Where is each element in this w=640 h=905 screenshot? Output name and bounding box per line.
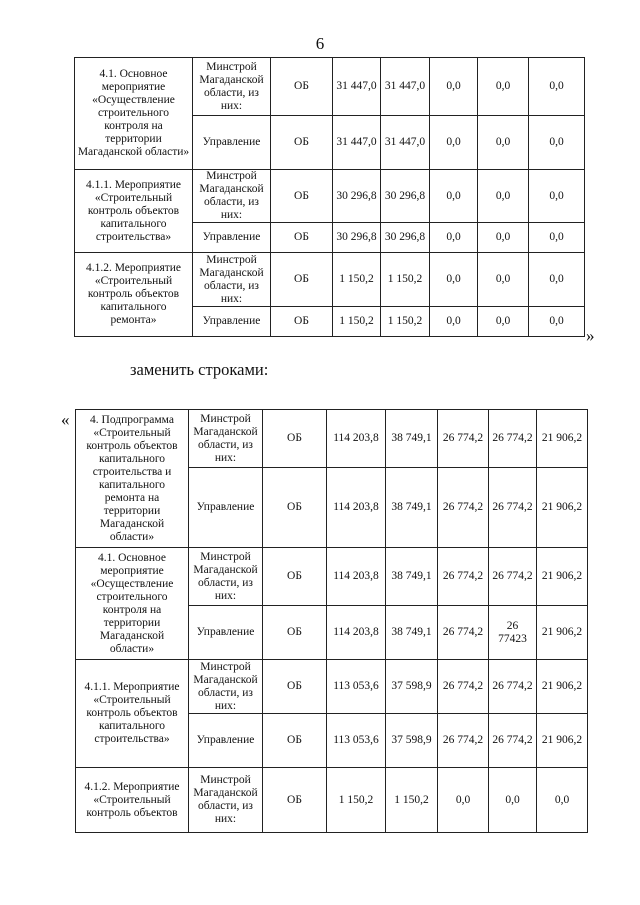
total-cell: 30 296,8 <box>333 170 381 223</box>
total-cell: 114 203,8 <box>327 548 386 606</box>
year1-cell: 31 447,0 <box>381 58 430 116</box>
budget-table-old <box>74 57 585 337</box>
source-cell: ОБ <box>271 307 333 337</box>
year1-cell: 31 447,0 <box>381 116 430 170</box>
year3-cell: 26 774,2 <box>489 660 537 714</box>
program-name-cell: 4.1. Основное мероприятие «Осуществление строительного контроля на территории Магаданской области» <box>76 548 189 660</box>
closing-quote: » <box>586 326 595 345</box>
total-cell: 1 150,2 <box>327 768 386 833</box>
program-name-cell: 4.1. Основное мероприятие «Осуществление строительного контроля на территории Магаданской области» <box>75 58 193 170</box>
table-row <box>75 170 585 223</box>
year3-cell: 0,0 <box>478 307 529 337</box>
year1-cell: 1 150,2 <box>386 768 438 833</box>
opening-quote: « <box>61 410 70 429</box>
table-row <box>75 58 585 116</box>
year1-cell: 38 749,1 <box>386 606 438 660</box>
year2-cell: 0,0 <box>430 58 478 116</box>
source-cell: ОБ <box>271 116 333 170</box>
executor-cell: Минстрой Магаданской области, из них: <box>189 768 263 833</box>
year3-cell: 0,0 <box>478 170 529 223</box>
year1-cell: 30 296,8 <box>381 223 430 253</box>
source-cell: ОБ <box>271 170 333 223</box>
year4-cell: 0,0 <box>537 768 588 833</box>
source-cell: ОБ <box>271 58 333 116</box>
executor-cell: Управление <box>193 307 271 337</box>
executor-cell: Минстрой Магаданской области, из них: <box>189 410 263 468</box>
program-name-cell: 4.1.2. Мероприятие «Строительный контроль объектов <box>76 768 189 833</box>
total-cell: 113 053,6 <box>327 714 386 768</box>
executor-cell: Управление <box>193 116 271 170</box>
executor-cell: Управление <box>189 606 263 660</box>
year4-cell: 0,0 <box>529 307 585 337</box>
table-row <box>76 768 588 833</box>
source-cell: ОБ <box>263 660 327 714</box>
year3-cell: 0,0 <box>478 58 529 116</box>
year3-cell: 0,0 <box>489 768 537 833</box>
year2-cell: 0,0 <box>430 170 478 223</box>
executor-cell: Управление <box>189 714 263 768</box>
year3-cell: 0,0 <box>478 223 529 253</box>
table-row <box>76 660 588 714</box>
year2-cell: 26 774,2 <box>438 660 489 714</box>
table-row <box>76 548 588 606</box>
year1-cell: 38 749,1 <box>386 548 438 606</box>
year3-cell: 26 774,2 <box>489 714 537 768</box>
year2-cell: 0,0 <box>430 116 478 170</box>
total-cell: 31 447,0 <box>333 116 381 170</box>
year4-cell: 21 906,2 <box>537 468 588 548</box>
year1-cell: 38 749,1 <box>386 468 438 548</box>
year1-cell: 37 598,9 <box>386 714 438 768</box>
year4-cell: 21 906,2 <box>537 410 588 468</box>
total-cell: 113 053,6 <box>327 660 386 714</box>
source-cell: ОБ <box>263 468 327 548</box>
year3-cell: 26 77423 <box>489 606 537 660</box>
year4-cell: 0,0 <box>529 58 585 116</box>
budget-table-new <box>75 409 588 833</box>
year3-cell: 0,0 <box>478 253 529 307</box>
program-name-cell: 4. Подпрограмма «Строительный контроль объектов капитального строительства и капитального ремонта на территории Магаданской области» <box>76 410 189 548</box>
source-cell: ОБ <box>263 410 327 468</box>
executor-cell: Минстрой Магаданской области, из них: <box>193 170 271 223</box>
year3-cell: 26 774,2 <box>489 468 537 548</box>
year2-cell: 26 774,2 <box>438 606 489 660</box>
source-cell: ОБ <box>263 548 327 606</box>
executor-cell: Минстрой Магаданской области, из них: <box>193 253 271 307</box>
year4-cell: 0,0 <box>529 116 585 170</box>
total-cell: 114 203,8 <box>327 468 386 548</box>
year4-cell: 0,0 <box>529 253 585 307</box>
year2-cell: 0,0 <box>430 307 478 337</box>
year1-cell: 1 150,2 <box>381 253 430 307</box>
total-cell: 114 203,8 <box>327 410 386 468</box>
year2-cell: 26 774,2 <box>438 548 489 606</box>
page-number: 6 <box>315 34 325 53</box>
year2-cell: 26 774,2 <box>438 410 489 468</box>
year3-cell: 0,0 <box>478 116 529 170</box>
total-cell: 30 296,8 <box>333 223 381 253</box>
total-cell: 1 150,2 <box>333 307 381 337</box>
year4-cell: 21 906,2 <box>537 548 588 606</box>
year4-cell: 21 906,2 <box>537 660 588 714</box>
year3-cell: 26 774,2 <box>489 410 537 468</box>
year2-cell: 0,0 <box>430 253 478 307</box>
source-cell: ОБ <box>263 768 327 833</box>
source-cell: ОБ <box>263 606 327 660</box>
source-cell: ОБ <box>271 253 333 307</box>
year1-cell: 38 749,1 <box>386 410 438 468</box>
executor-cell: Управление <box>189 468 263 548</box>
program-name-cell: 4.1.1. Мероприятие «Строительный контроль объектов капитального строительства» <box>75 170 193 253</box>
year2-cell: 26 774,2 <box>438 714 489 768</box>
year1-cell: 37 598,9 <box>386 660 438 714</box>
executor-cell: Минстрой Магаданской области, из них: <box>189 548 263 606</box>
executor-cell: Управление <box>193 223 271 253</box>
executor-cell: Минстрой Магаданской области, из них: <box>193 58 271 116</box>
year2-cell: 0,0 <box>438 768 489 833</box>
total-cell: 1 150,2 <box>333 253 381 307</box>
program-name-cell: 4.1.1. Мероприятие «Строительный контроль объектов капитального строительства» <box>76 660 189 768</box>
source-cell: ОБ <box>263 714 327 768</box>
year4-cell: 0,0 <box>529 223 585 253</box>
year4-cell: 21 906,2 <box>537 714 588 768</box>
year2-cell: 26 774,2 <box>438 468 489 548</box>
replace-instruction: заменить строками: <box>130 360 269 379</box>
year1-cell: 30 296,8 <box>381 170 430 223</box>
total-cell: 114 203,8 <box>327 606 386 660</box>
year4-cell: 0,0 <box>529 170 585 223</box>
year1-cell: 1 150,2 <box>381 307 430 337</box>
source-cell: ОБ <box>271 223 333 253</box>
program-name-cell: 4.1.2. Мероприятие «Строительный контроль объектов капитального ремонта» <box>75 253 193 337</box>
executor-cell: Минстрой Магаданской области, из них: <box>189 660 263 714</box>
total-cell: 31 447,0 <box>333 58 381 116</box>
table-row <box>76 410 588 468</box>
table-row <box>75 253 585 307</box>
year4-cell: 21 906,2 <box>537 606 588 660</box>
year3-cell: 26 774,2 <box>489 548 537 606</box>
year2-cell: 0,0 <box>430 223 478 253</box>
